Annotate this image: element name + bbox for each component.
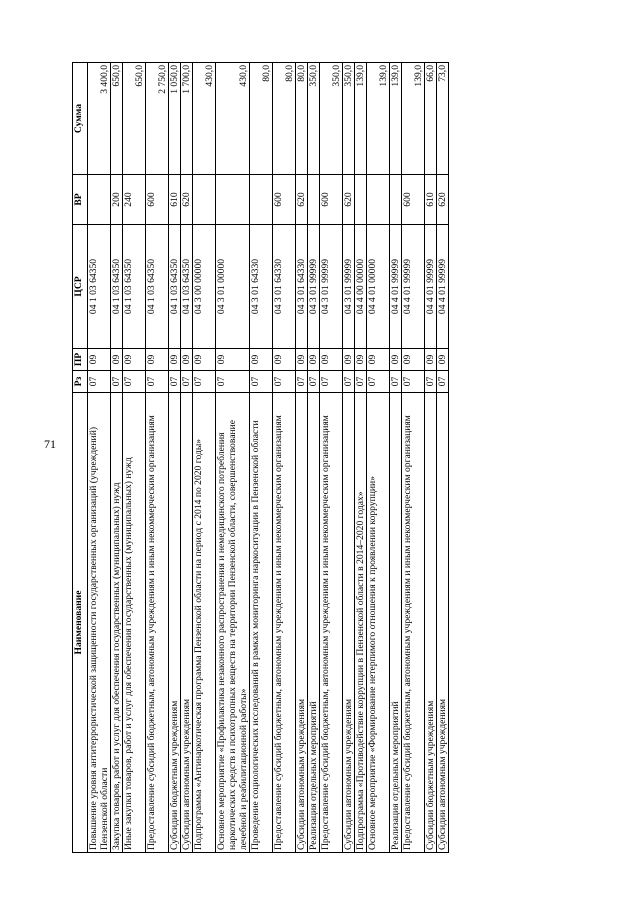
cell-pr: 09 <box>111 349 123 371</box>
cell-name: Проведение социологических исследований в рамках мониторинга наркоситуации в Пензенской области <box>250 393 273 853</box>
cell-name: Предоставление субсидий бюджетным, автономным учреждениям и иным некоммерческим организациям <box>402 393 425 853</box>
cell-csr: 04 4 01 00000 <box>367 225 390 349</box>
cell-name: Реализация отдельных мероприятий <box>308 393 320 853</box>
cell-rz: 07 <box>308 371 320 393</box>
cell-sum: 66,0 <box>425 63 437 175</box>
cell-csr: 04 4 01 99999 <box>402 225 425 349</box>
cell-pr: 09 <box>402 349 425 371</box>
cell-pr: 09 <box>146 349 169 371</box>
cell-sum: 350,0 <box>320 63 343 175</box>
cell-sum: 650,0 <box>111 63 123 175</box>
cell-name: Предоставление субсидий бюджетным, автономным учреждениям и иным некоммерческим организациям <box>320 393 343 853</box>
cell-pr: 09 <box>367 349 390 371</box>
cell-sum: 430,0 <box>216 63 250 175</box>
cell-pr: 09 <box>88 349 111 371</box>
rotated-page-content <box>72 63 568 853</box>
cell-csr: 04 1 03 64350 <box>88 225 111 349</box>
cell-name: Предоставление субсидий бюджетным, автономным учреждениям и иным некоммерческим организациям <box>146 393 169 853</box>
cell-csr: 04 3 01 64330 <box>250 225 273 349</box>
cell-rz: 07 <box>320 371 343 393</box>
cell-rz: 07 <box>181 371 193 393</box>
cell-pr: 09 <box>123 349 146 371</box>
cell-name: Основное мероприятие «Профилактика незаконного распространения и немедицинского потребления наркотических средств и психотропных веществ на территории Пензенской области, совершенствование лечебной и реабилитационной работы» <box>216 393 250 853</box>
cell-csr: 04 3 00 00000 <box>193 225 216 349</box>
cell-csr: 04 3 01 99999 <box>308 225 320 349</box>
cell-rz: 07 <box>123 371 146 393</box>
cell-pr: 09 <box>320 349 343 371</box>
cell-pr: 09 <box>250 349 273 371</box>
cell-sum: 80,0 <box>273 63 296 175</box>
cell-name: Реализация отдельных мероприятий <box>390 393 402 853</box>
cell-csr: 04 3 01 00000 <box>216 225 250 349</box>
cell-rz: 07 <box>250 371 273 393</box>
cell-sum: 73,0 <box>437 63 449 175</box>
cell-pr: 09 <box>181 349 193 371</box>
table-row <box>250 63 273 853</box>
table-row <box>425 63 437 853</box>
cell-sum: 80,0 <box>250 63 273 175</box>
cell-rz: 07 <box>88 371 111 393</box>
cell-vr: 620 <box>181 175 193 225</box>
cell-csr: 04 3 01 64330 <box>296 225 308 349</box>
cell-name: Субсидии автономным учреждениям <box>343 393 355 853</box>
cell-name: Субсидии автономным учреждениям <box>181 393 193 853</box>
cell-name: Подпрограмма «Противодействие коррупции в Пензенской области в 2014–2020 годах» <box>355 393 367 853</box>
cell-csr: 04 1 03 64350 <box>181 225 193 349</box>
cell-vr: 600 <box>273 175 296 225</box>
cell-rz: 07 <box>425 371 437 393</box>
cell-csr: 04 4 00 00000 <box>355 225 367 349</box>
cell-rz: 07 <box>402 371 425 393</box>
table-row <box>355 63 367 853</box>
cell-sum: 2 750,0 <box>146 63 169 175</box>
cell-rz: 07 <box>296 371 308 393</box>
table-row <box>367 63 390 853</box>
cell-rz: 07 <box>273 371 296 393</box>
cell-rz: 07 <box>146 371 169 393</box>
cell-vr: 620 <box>437 175 449 225</box>
cell-name: Иные закупки товаров, работ и услуг для обеспечения государственных (муниципальных) нужд <box>123 393 146 853</box>
cell-vr: 620 <box>296 175 308 225</box>
cell-pr: 09 <box>308 349 320 371</box>
cell-rz: 07 <box>355 371 367 393</box>
cell-name: Субсидии бюджетным учреждениям <box>169 393 181 853</box>
cell-csr: 04 3 01 64330 <box>273 225 296 349</box>
cell-rz: 07 <box>111 371 123 393</box>
cell-pr: 09 <box>216 349 250 371</box>
table-row <box>169 63 181 853</box>
cell-name: Закупка товаров, работ и услуг для обеспечения государственных (муниципальных) нужд <box>111 393 123 853</box>
cell-name: Повышение уровня антитеррористической защищенности государственных организаций (учреждений) Пензенской области <box>88 393 111 853</box>
cell-vr: 620 <box>343 175 355 225</box>
page-number: 71 <box>44 437 56 451</box>
cell-csr: 04 1 03 64350 <box>123 225 146 349</box>
header-vr: ВР <box>73 175 88 225</box>
cell-vr <box>216 175 250 225</box>
table-header-row <box>73 63 88 853</box>
cell-sum: 430,0 <box>193 63 216 175</box>
cell-sum: 650,0 <box>123 63 146 175</box>
cell-pr: 09 <box>296 349 308 371</box>
cell-csr: 04 4 01 99999 <box>437 225 449 349</box>
cell-csr: 04 1 03 64350 <box>146 225 169 349</box>
table-row <box>123 63 146 853</box>
cell-vr <box>88 175 111 225</box>
header-sum: Сумма <box>73 63 88 175</box>
cell-sum: 139,0 <box>355 63 367 175</box>
cell-rz: 07 <box>193 371 216 393</box>
cell-pr: 09 <box>343 349 355 371</box>
table-row <box>193 63 216 853</box>
cell-sum: 139,0 <box>402 63 425 175</box>
cell-pr: 09 <box>273 349 296 371</box>
table-row <box>296 63 308 853</box>
cell-pr: 09 <box>425 349 437 371</box>
cell-vr: 600 <box>402 175 425 225</box>
cell-rz: 07 <box>390 371 402 393</box>
cell-rz: 07 <box>367 371 390 393</box>
cell-pr: 09 <box>390 349 402 371</box>
cell-vr <box>308 175 320 225</box>
table-row <box>437 63 449 853</box>
cell-csr: 04 3 01 99999 <box>343 225 355 349</box>
cell-sum: 80,0 <box>296 63 308 175</box>
cell-vr <box>367 175 390 225</box>
cell-name: Подпрограмма «Антинаркотическая программа Пензенской области на период с 2014 по 2020 годы» <box>193 393 216 853</box>
cell-name: Основное мероприятие «Формирование нетерпимого отношения к проявлении коррупции» <box>367 393 390 853</box>
cell-vr <box>193 175 216 225</box>
cell-pr: 09 <box>169 349 181 371</box>
cell-vr: 610 <box>169 175 181 225</box>
header-csr: ЦСР <box>73 225 88 349</box>
cell-name: Субсидии бюджетным учреждениям <box>425 393 437 853</box>
cell-pr: 09 <box>355 349 367 371</box>
table-row <box>181 63 193 853</box>
cell-csr: 04 1 03 64350 <box>111 225 123 349</box>
table-row <box>320 63 343 853</box>
cell-sum: 1 700,0 <box>181 63 193 175</box>
cell-csr: 04 3 01 99999 <box>320 225 343 349</box>
cell-rz: 07 <box>216 371 250 393</box>
header-pr: ПР <box>73 349 88 371</box>
cell-sum: 350,0 <box>343 63 355 175</box>
cell-name: Субсидии автономным учреждениям <box>296 393 308 853</box>
cell-rz: 07 <box>343 371 355 393</box>
table-row <box>402 63 425 853</box>
cell-sum: 350,0 <box>308 63 320 175</box>
cell-pr: 09 <box>437 349 449 371</box>
cell-name: Предоставление субсидий бюджетным, автономным учреждениям и иным некоммерческим организациям <box>273 393 296 853</box>
table-row <box>216 63 250 853</box>
cell-vr: 240 <box>123 175 146 225</box>
table-row <box>273 63 296 853</box>
table-row <box>88 63 111 853</box>
cell-sum: 139,0 <box>390 63 402 175</box>
cell-sum: 139,0 <box>367 63 390 175</box>
table-row <box>343 63 355 853</box>
table-row <box>308 63 320 853</box>
cell-vr: 600 <box>320 175 343 225</box>
cell-sum: 1 050,0 <box>169 63 181 175</box>
cell-csr: 04 4 01 99999 <box>390 225 402 349</box>
table-row <box>390 63 402 853</box>
table-row <box>146 63 169 853</box>
cell-sum: 3 400,0 <box>88 63 111 175</box>
header-name: Наименование <box>73 393 88 853</box>
cell-pr: 09 <box>193 349 216 371</box>
cell-vr <box>390 175 402 225</box>
cell-vr: 600 <box>146 175 169 225</box>
cell-name: Субсидии автономным учреждениям <box>437 393 449 853</box>
cell-csr: 04 1 03 64350 <box>169 225 181 349</box>
cell-rz: 07 <box>437 371 449 393</box>
budget-table <box>72 62 449 853</box>
cell-vr: 200 <box>111 175 123 225</box>
header-rz: Рз <box>73 371 88 393</box>
cell-rz: 07 <box>169 371 181 393</box>
cell-vr <box>355 175 367 225</box>
cell-vr <box>250 175 273 225</box>
cell-vr: 610 <box>425 175 437 225</box>
cell-csr: 04 4 01 99999 <box>425 225 437 349</box>
table-row <box>111 63 123 853</box>
